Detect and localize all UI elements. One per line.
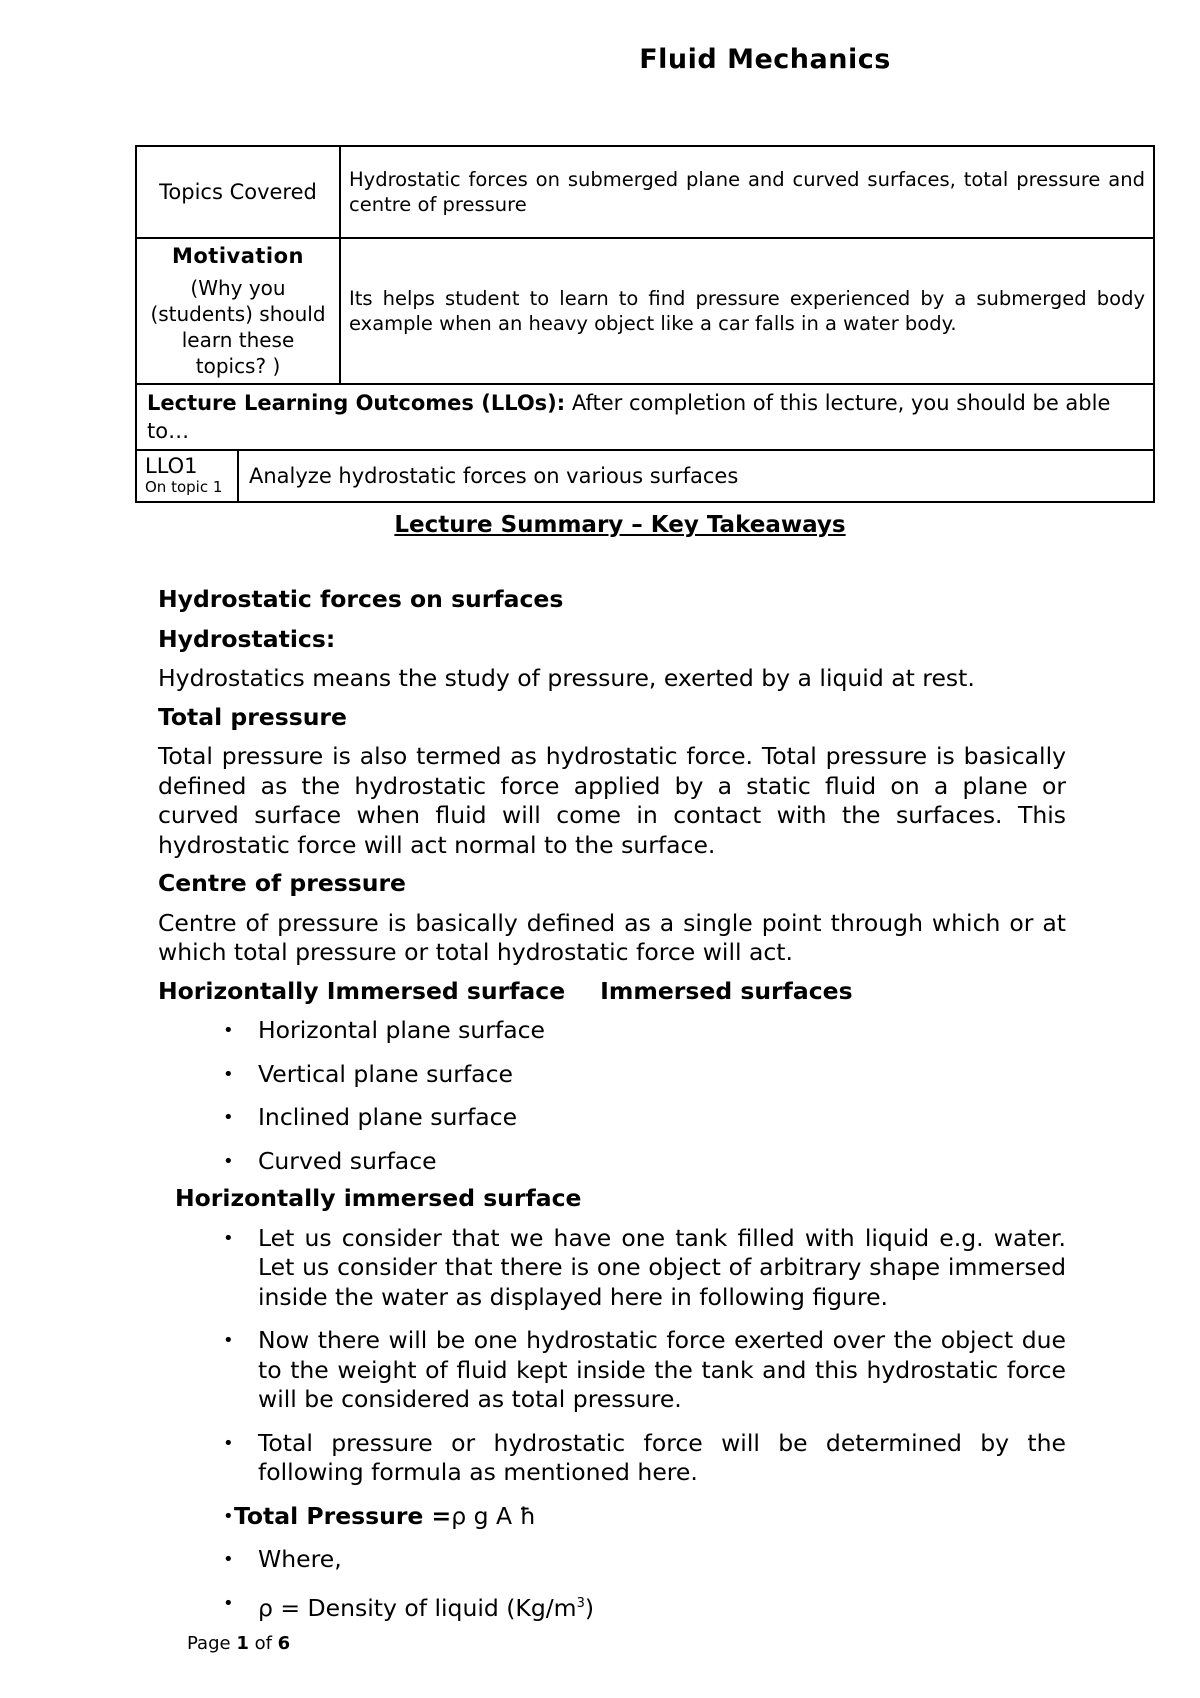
heading-total-pressure: Total pressure: [158, 702, 347, 731]
llo1-row: [136, 450, 1154, 502]
page-title: Fluid Mechanics: [639, 44, 891, 75]
heading-centre-of-pressure: Centre of pressure: [158, 869, 406, 897]
motivation-sub: (Why you (students) should learn these topics? ): [150, 276, 326, 378]
bullet-icon: •: [223, 1107, 234, 1128]
page-total: 6: [277, 1633, 291, 1654]
llo1-cell: [136, 450, 1154, 502]
bullet-icon: •: [223, 1227, 234, 1249]
formula-item: [158, 1502, 1066, 1532]
bullet-icon: •: [223, 1505, 234, 1527]
summary-heading: Lecture Summary – Key Takeaways: [394, 512, 846, 538]
body-content: [158, 585, 1066, 1637]
surface-types-list: [158, 1016, 1066, 1176]
topics-label: Topics Covered: [136, 146, 340, 238]
list-item: • Where,: [223, 1545, 342, 1573]
llo-label: Lecture Learning Outcomes (LLOs):: [147, 391, 566, 415]
bullet-icon: •: [223, 1592, 234, 1614]
motivation-cell: [136, 238, 340, 384]
heading-immersed-row: [158, 977, 1066, 1007]
motivation-row: [136, 238, 1154, 384]
list-item: • Now there will be one hydrostatic force exerted over the object due to the weight of fluid kept inside the tank and this hydrostatic force will be considered as total pressure.: [223, 1326, 1066, 1413]
info-table: [135, 145, 1155, 503]
page-number: 1: [236, 1633, 249, 1654]
paragraph-total-pressure: Total pressure is also termed as hydrostatic force. Total pressure is basically defined as the hydrostatic force applied by a static fluid on a plane or curved surface when fluid will come in contact with the surfaces. This hydrostatic force will act normal to the surface.: [158, 742, 1066, 859]
bullet-icon: •: [223, 1150, 234, 1172]
heading-hydrostatics: Hydrostatics:: [158, 624, 336, 653]
heading-horizontally-immersed: Horizontally Immersed surface: [158, 976, 566, 1005]
list-item: • Let us consider that we have one tank filled with liquid e.g. water. Let us consider that there is one object of arbitrary shape immersed inside the water as displayed here in following figure.: [223, 1223, 1066, 1311]
paragraph-centre-of-pressure: Centre of pressure is basically defined as a single point through which or at which total pressure or total hydrostatic force will act.: [158, 908, 1066, 966]
llo-intro: After completion of this lecture, you should be able to…: [147, 391, 1111, 443]
topics-text: Hydrostatic forces on submerged plane and curved surfaces, total pressure and centre of pressure: [340, 146, 1154, 238]
list-item: • Vertical plane surface: [223, 1059, 513, 1088]
list-item: • ρ = Density of liquid $(Kg/m^3)$: [158, 1589, 1066, 1623]
llo-row: [136, 384, 1154, 450]
formula-label: Total Pressure =: [234, 1501, 452, 1530]
explanation-list: [158, 1224, 1066, 1623]
bullet-icon: •: [223, 1063, 234, 1085]
list-item: • Horizontal plane surface: [223, 1016, 545, 1044]
paragraph-hydrostatics: Hydrostatics means the study of pressure, exerted by a liquid at rest.: [158, 664, 975, 692]
bullet-icon: •: [223, 1330, 234, 1351]
heading-hydrostatic-forces: Hydrostatic forces on surfaces: [158, 585, 564, 613]
llo1-id: LLO1: [145, 454, 198, 478]
page-footer: Page 1 of 6: [187, 1633, 291, 1654]
topics-row: [136, 146, 1154, 238]
llo1-topic: On topic 1: [145, 478, 223, 496]
motivation-text: Its helps student to learn to find pressure experienced by a submerged body example when an heavy object like a car falls in a water body.: [340, 238, 1154, 384]
heading-immersed-surfaces: Immersed surfaces: [600, 976, 853, 1005]
list-item: • Total pressure or hydrostatic force will be determined by the following formula as mentioned here.: [223, 1428, 1066, 1486]
motivation-label: Motivation: [171, 244, 305, 268]
list-item: • Curved surface: [223, 1146, 437, 1175]
llo1-id-cell: [137, 451, 239, 501]
formula-expression: ρ g A ħ: [451, 1501, 536, 1530]
llo-cell: [136, 384, 1154, 450]
bullet-icon: •: [223, 1020, 234, 1041]
heading-horizontally-immersed-surface: Horizontally immersed surface: [175, 1184, 582, 1212]
bullet-icon: •: [223, 1432, 234, 1454]
list-item: • Inclined plane surface: [223, 1103, 518, 1131]
llo1-text: Analyze hydrostatic forces on various surfaces: [249, 464, 739, 488]
bullet-icon: •: [223, 1549, 234, 1570]
